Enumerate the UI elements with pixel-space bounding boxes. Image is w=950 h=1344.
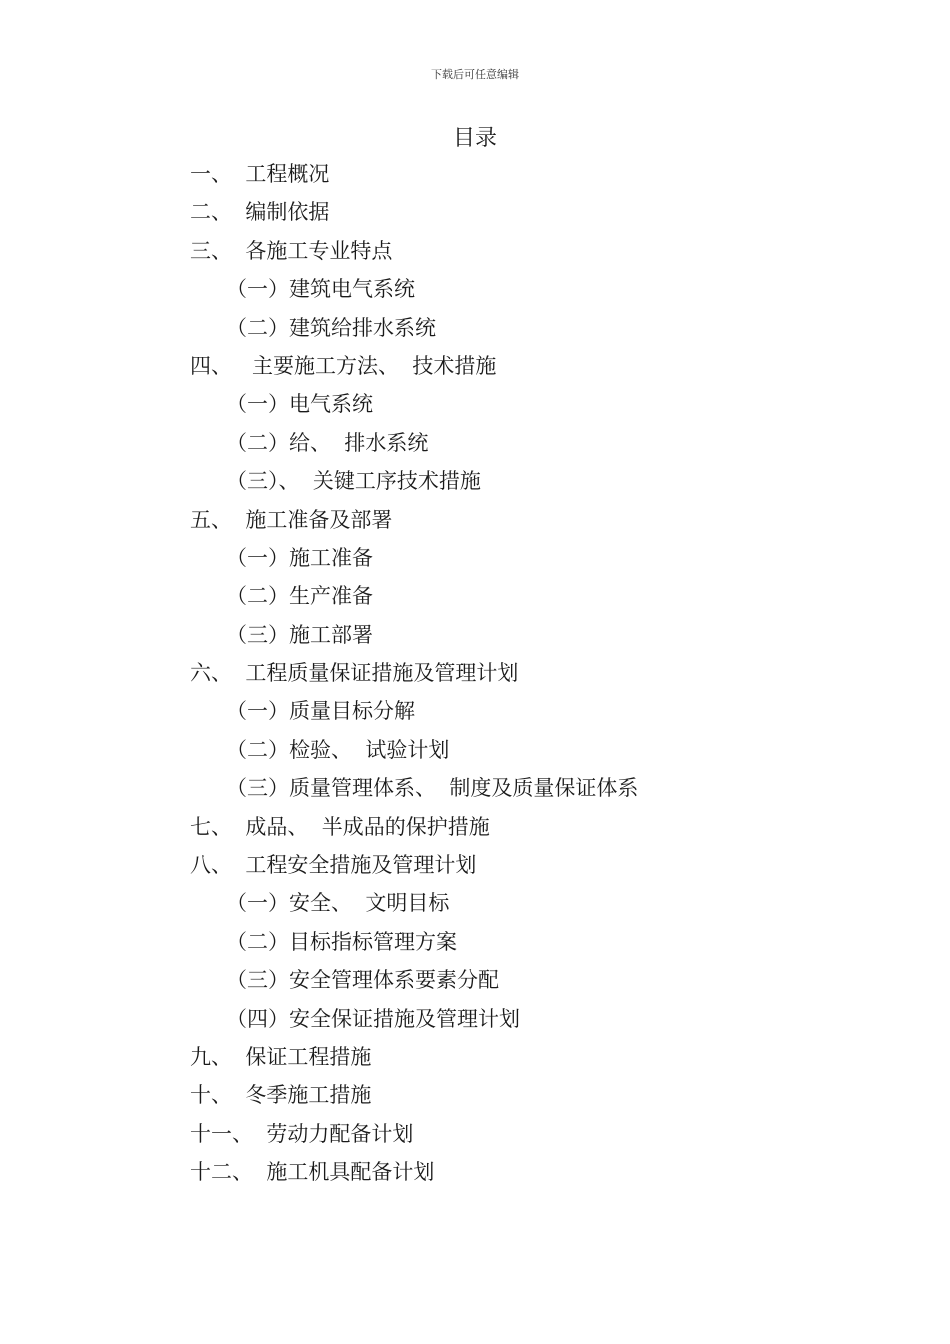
header-note: 下载后可任意编辑: [431, 68, 519, 81]
toc-section-entry: 六、 工程质量保证措施及管理计划: [190, 661, 519, 686]
toc-section-entry: 十、 冬季施工措施: [190, 1083, 372, 1108]
toc-subsection-entry: （一）质量目标分解: [226, 699, 415, 724]
toc-subsection-entry: （二）目标指标管理方案: [226, 929, 457, 954]
toc-section-entry: 二、 编制依据: [190, 200, 330, 225]
toc-section-entry: 十一、 劳动力配备计划: [190, 1121, 414, 1146]
toc-title: 目录: [452, 126, 497, 151]
toc-subsection-entry: （一）安全、 文明目标: [226, 891, 450, 916]
toc-subsection-entry: （三）安全管理体系要素分配: [226, 968, 499, 993]
table-of-contents: [190, 155, 890, 1192]
toc-subsection-entry: （二）给、 排水系统: [226, 430, 429, 455]
toc-subsection-entry: （二）检验、 试验计划: [226, 737, 450, 762]
toc-section-entry: 八、 工程安全措施及管理计划: [190, 853, 477, 878]
toc-section-entry: 四、 主要施工方法、 技术措施: [190, 353, 497, 378]
toc-section-entry: 九、 保证工程措施: [190, 1044, 372, 1069]
toc-subsection-entry: （三）质量管理体系、 制度及质量保证体系: [226, 776, 639, 801]
toc-subsection-entry: （三）、 关键工序技术措施: [226, 469, 481, 494]
toc-subsection-entry: （二）建筑给排水系统: [226, 315, 436, 340]
toc-subsection-entry: （一）施工准备: [226, 545, 373, 570]
toc-subsection-entry: （二）生产准备: [226, 584, 373, 609]
toc-section-entry: 一、 工程概况: [190, 162, 330, 186]
toc-subsection-entry: （三）施工部署: [226, 622, 373, 647]
toc-section-entry: 五、 施工准备及部署: [190, 507, 393, 532]
toc-subsection-entry: （一）建筑电气系统: [226, 277, 415, 302]
toc-subsection-entry: （一）电气系统: [226, 392, 373, 417]
toc-section-entry: 七、 成品、 半成品的保护措施: [190, 814, 490, 839]
toc-section-entry: 三、 各施工专业特点: [190, 238, 393, 263]
toc-subsection-entry: （四）安全保证措施及管理计划: [226, 1006, 520, 1031]
toc-section-entry: 十二、 施工机具配备计划: [190, 1160, 435, 1185]
